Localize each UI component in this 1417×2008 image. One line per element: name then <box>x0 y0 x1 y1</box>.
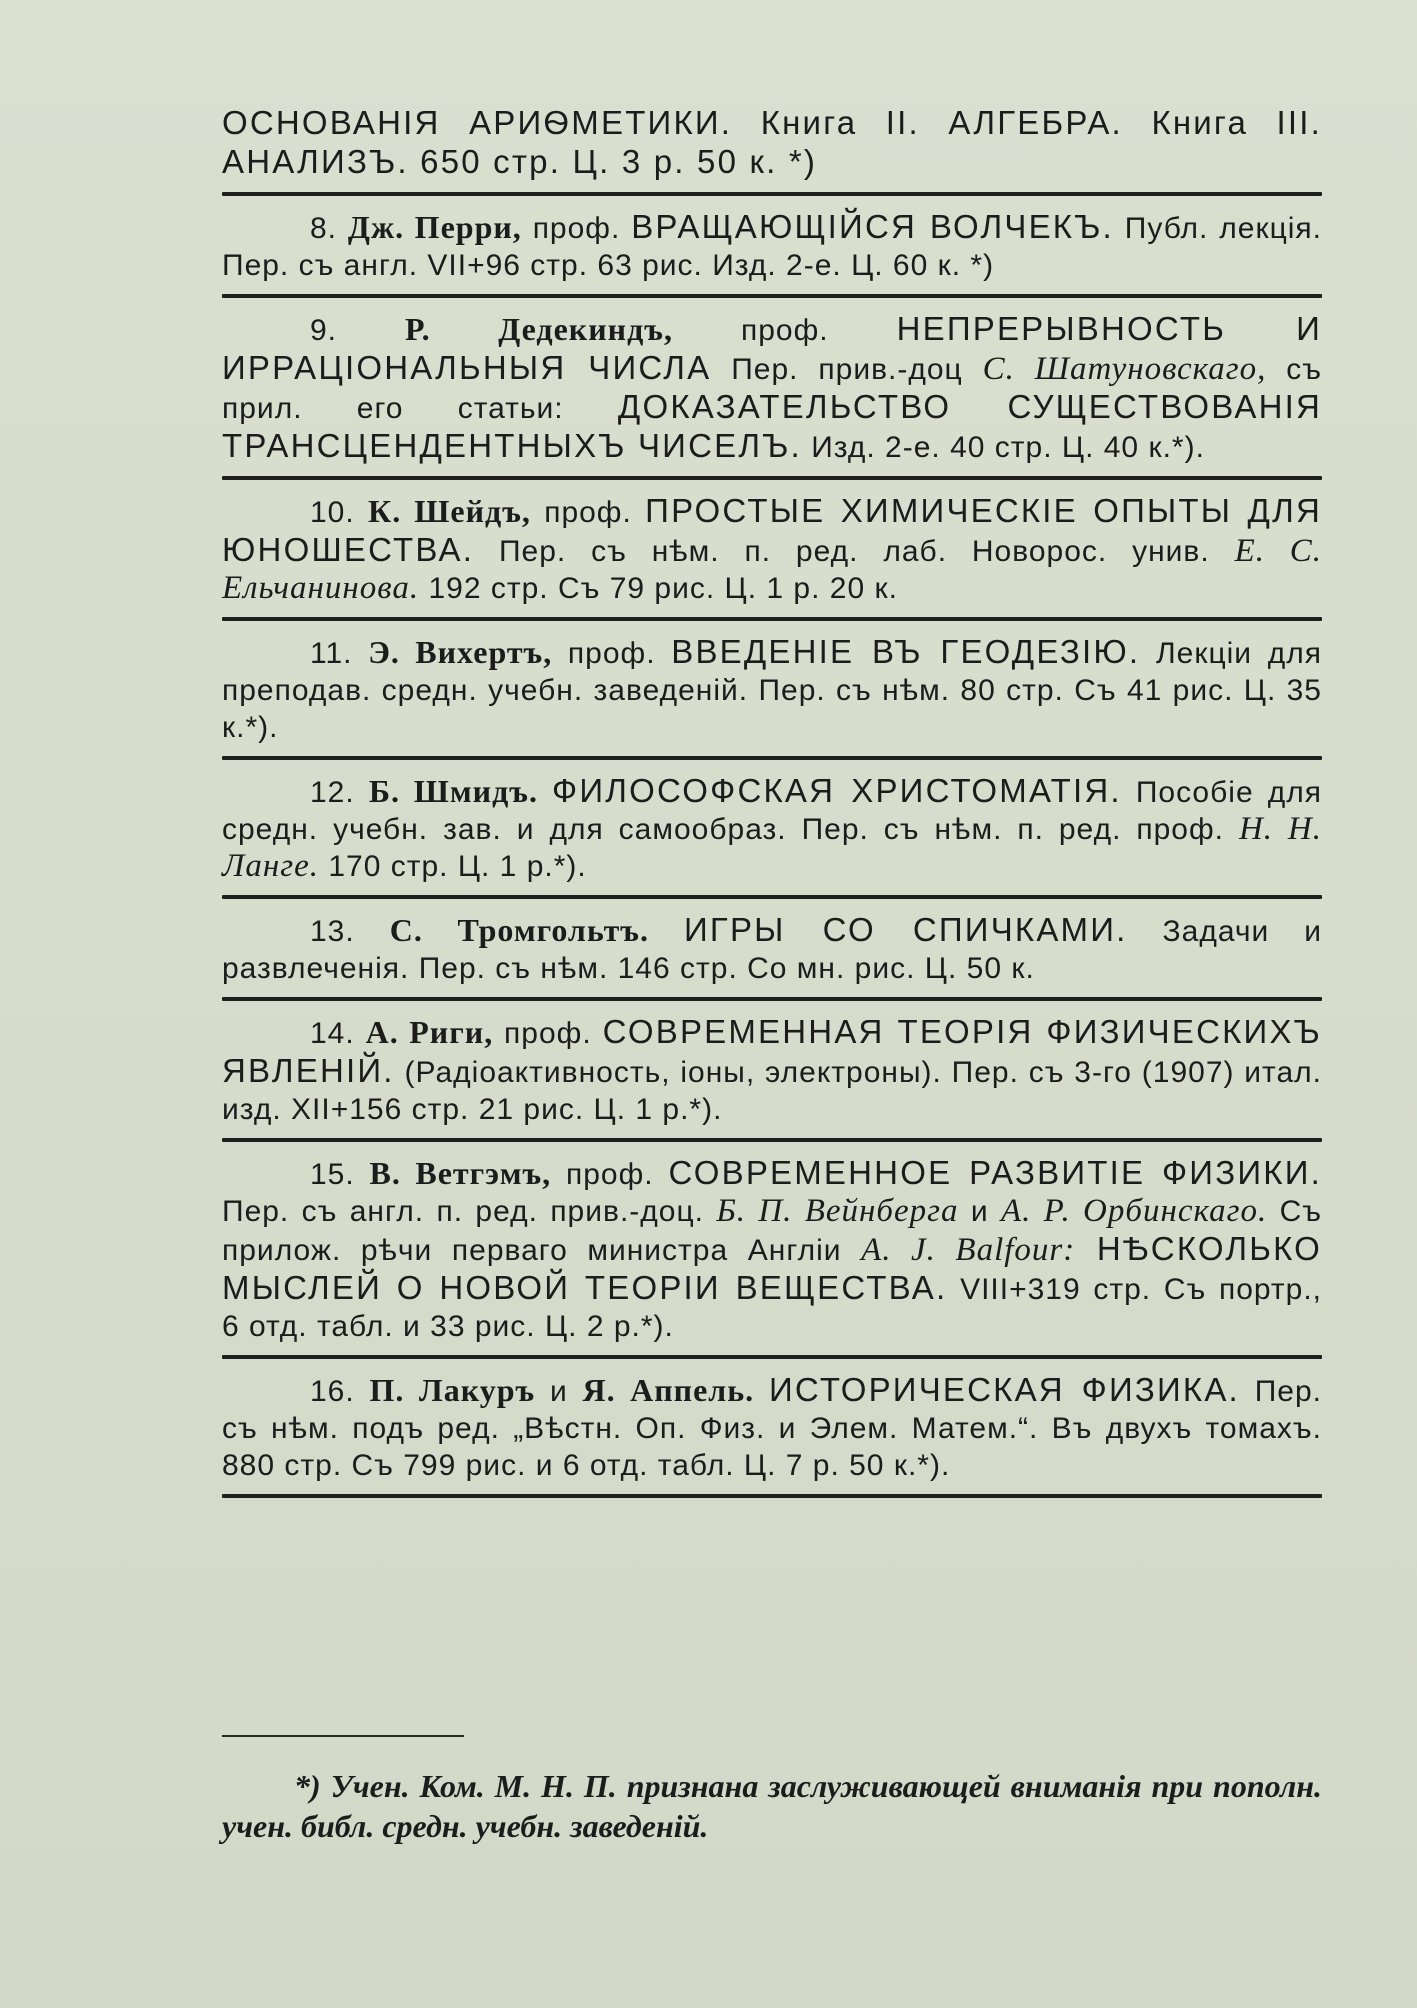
entry-title: ВВЕДЕНІЕ ВЪ ГЕОДЕЗІЮ. <box>671 633 1141 670</box>
entry-editor: С. Шатуновскаго, <box>982 351 1267 387</box>
entry-middle-3: Съ прилож. рѣчи перваго министра Англіи <box>222 1195 1322 1267</box>
entry-title: ПРОСТЫЕ ХИМИЧЕСКІЕ ОПЫТЫ ДЛЯ ЮНОШЕСТВА. <box>222 492 1322 568</box>
entry-middle: Пособіе для средн. учебн. зав. и для самообраз. Пер. съ нѣм. п. ред. проф. <box>222 776 1322 846</box>
entry-details: Изд. 2-е. 40 стр. Ц. 40 к.*). <box>801 431 1205 464</box>
catalog-entry-12 <box>222 772 1322 885</box>
entry-author: Б. Шмидъ. <box>368 773 538 809</box>
entry-number: 8. <box>310 212 338 245</box>
entry-number: 11. <box>310 637 353 670</box>
entry-editor: Н. Н. Ланге. <box>222 811 1322 884</box>
divider-rule <box>222 895 1322 899</box>
entry-speaker: A. J. Balfour: <box>861 1232 1076 1268</box>
entry-title: ФИЛОСОФСКАЯ ХРИСТОМАТІЯ. <box>552 772 1122 809</box>
divider-rule <box>222 756 1322 760</box>
entry-author: Р. Дедекиндъ, <box>405 311 673 347</box>
entry-number: 15. <box>310 1158 355 1191</box>
footnote-text: Учен. Ком. М. Н. П. признана заслуживающей вниманія при пополн. учен. библ. средн. учебн. заведеній. <box>222 1768 1322 1844</box>
footnote-mark: *) <box>294 1768 321 1804</box>
divider-rule <box>222 1355 1322 1359</box>
catalog-entry-14 <box>222 1013 1322 1128</box>
entry-prefix: проф. <box>551 1158 669 1191</box>
catalog-entry-8 <box>222 208 1322 284</box>
entry-title: СОВРЕМЕННАЯ ТЕОРІЯ ФИЗИЧЕСКИХЪ ЯВЛЕНІЙ. <box>222 1013 1322 1089</box>
entry-prefix <box>754 1375 769 1408</box>
entry-title: НЕПРЕРЫВНОСТЬ И ИРРАЦІОНАЛЬНЫЯ ЧИСЛА <box>222 310 1322 386</box>
catalog-entry-10 <box>222 492 1322 607</box>
entry-middle-2: съ прил. его статьи: <box>222 353 1322 425</box>
entry-number: 14. <box>310 1017 355 1050</box>
entry-details: VIII+319 стр. Съ портр., 6 отд. табл. и 33 рис. Ц. 2 р.*). <box>222 1273 1322 1343</box>
entry-prefix: проф. <box>672 314 897 347</box>
intro-text: ОСНОВАНІЯ АРИѲМЕТИКИ. Книга II. АЛГЕБРА. Книга III. АНАЛИЗЪ. 650 стр. Ц. 3 р. 50 к. *) <box>222 104 1322 180</box>
entry-middle: Пер. прив.-доц <box>711 353 983 386</box>
divider-rule <box>222 1494 1322 1498</box>
entry-author-2: Я. Аппель. <box>582 1372 755 1408</box>
entry-details: 170 стр. Ц. 1 р.*). <box>319 850 587 883</box>
entry-middle: Пер. съ англ. п. ред. прив.-доц. <box>222 1195 717 1228</box>
entry-number: 10. <box>310 496 355 529</box>
entry-number: 13. <box>310 915 355 948</box>
entry-details: Лекціи для преподав. средн. учебн. заведеній. Пер. съ нѣм. 80 стр. Съ 41 рис. Ц. 35 к.*). <box>222 637 1322 744</box>
entry-number: 9. <box>310 314 338 347</box>
entry-middle-2: и <box>958 1195 1001 1228</box>
entry-title: ИСТОРИЧЕСКАЯ ФИЗИКА. <box>769 1371 1240 1408</box>
intro-entry <box>222 104 1322 182</box>
catalog-entry-11 <box>222 633 1322 746</box>
entry-title: СОВРЕМЕННОЕ РАЗВИТІЕ ФИЗИКИ. <box>668 1154 1322 1191</box>
entry-details: (Радіоактивность, іоны, электроны). Пер. съ 3-го (1907) итал. изд. XII+156 стр. 21 рис. Ц. 1 р.*). <box>222 1056 1322 1126</box>
entry-prefix: проф. <box>552 637 672 670</box>
entry-prefix <box>538 776 552 809</box>
entry-author: С. Тромгольтъ. <box>389 912 649 948</box>
entry-number: 12. <box>310 776 355 809</box>
entry-prefix <box>649 915 684 948</box>
entry-editor: Б. П. Вейнберга <box>716 1193 959 1229</box>
entry-author: В. Ветгэмъ, <box>369 1155 552 1191</box>
entry-prefix: проф. <box>493 1017 603 1050</box>
entry-number: 16. <box>310 1375 355 1408</box>
divider-rule <box>222 294 1322 298</box>
entry-details: Пер. съ нѣм. подъ ред. „Вѣстн. Оп. Физ. и Элем. Матем.“. Въ двухъ томахъ. 880 стр. Съ 799 рис. и 6 отд. табл. Ц. 7 р. 50 к.*). <box>222 1375 1323 1482</box>
entry-author: Э. Вихертъ, <box>368 634 553 670</box>
entry-prefix: проф. <box>521 212 632 245</box>
entry-editor: Е. С. Ельчанинова. <box>222 533 1323 606</box>
entry-title: ИГРЫ СО СПИЧКАМИ. <box>683 911 1128 948</box>
entry-subtitle: НѢСКОЛЬКО МЫСЛЕЙ О НОВОЙ ТЕОРІИ ВЕЩЕСТВА. <box>222 1230 1322 1306</box>
entry-details: 192 стр. Съ 79 рис. Ц. 1 р. 20 к. <box>419 572 898 605</box>
entry-author: А. Риги, <box>365 1014 494 1050</box>
catalog-entry-15 <box>222 1154 1322 1345</box>
entry-details: Задачи и развлеченія. Пер. съ нѣм. 146 стр. Со мн. рис. Ц. 50 к. <box>222 915 1323 985</box>
divider-rule <box>222 617 1322 621</box>
entry-title: ВРАЩАЮЩІЙСЯ ВОЛЧЕКЪ. <box>631 208 1114 245</box>
divider-rule <box>222 997 1322 1001</box>
footnote-separator <box>222 1735 464 1737</box>
catalog-entry-13 <box>222 911 1322 987</box>
catalog-column <box>222 104 1322 1510</box>
entry-author: Дж. Перри, <box>347 209 522 245</box>
catalog-entry-9 <box>222 310 1322 466</box>
entry-author: К. Шейдъ, <box>368 493 531 529</box>
divider-rule <box>222 192 1322 196</box>
divider-rule <box>222 476 1322 480</box>
entry-middle: Пер. съ нѣм. п. ред. лаб. Новорос. унив. <box>474 535 1235 568</box>
entry-and: и <box>535 1375 583 1408</box>
footnote <box>222 1766 1322 1846</box>
divider-rule <box>222 1138 1322 1142</box>
entry-editor-2: А. Р. Орбинскаго. <box>1000 1193 1268 1229</box>
entry-author: П. Лакуръ <box>369 1372 536 1408</box>
entry-prefix: проф. <box>530 496 646 529</box>
entry-subtitle: ДОКАЗАТЕЛЬСТВО СУЩЕСТВОВАНІЯ ТРАНСЦЕНДЕНТНЫХЪ ЧИСЕЛЪ. <box>222 388 1322 464</box>
entry-details: Публ. лекція. Пер. съ англ. VII+96 стр. 63 рис. Изд. 2-е. Ц. 60 к. *) <box>222 212 1322 282</box>
catalog-entry-16 <box>222 1371 1322 1484</box>
